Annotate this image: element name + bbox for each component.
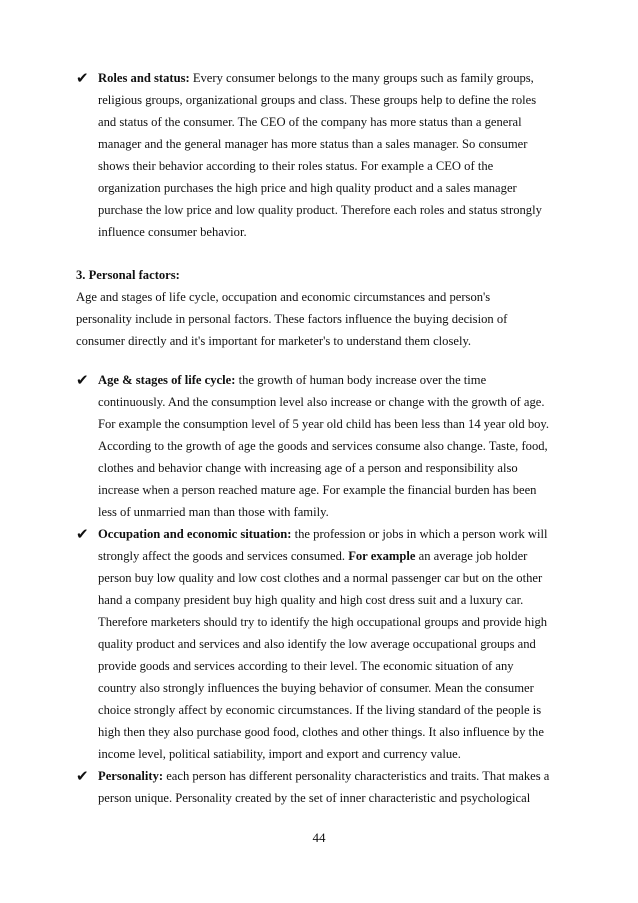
text-line: consumer directly and it's important for marketer's to understand them closely. [76, 334, 472, 348]
bullet-first-line [98, 67, 534, 89]
checkmark-icon: ✔ [76, 69, 89, 87]
text-line: quality product and services and also identify the low average occupational groups and [98, 637, 536, 651]
text-line: high then they also purchase good food, clothes and other things. It also influence by the [98, 725, 544, 739]
bullet-text: the profession or jobs in which a person work will [291, 527, 548, 541]
text-line: person unique. Personality created by the set of inner characteristic and psychological [98, 791, 531, 805]
text-line: choice strongly affect by economic circumstances. If the living standard of the people is [98, 703, 542, 717]
bullet-first-line [98, 369, 486, 391]
text-line: influence consumer behavior. [98, 225, 247, 239]
text-line: increase when a person reached mature age. For example the financial burden has been [98, 483, 537, 497]
bullet-title: Occupation and economic situation: [98, 527, 292, 541]
text-line: income level, political satiability, import and export and currency value. [98, 747, 461, 761]
text-line: religious groups, organizational groups and class. These groups help to define the roles [98, 93, 537, 107]
text-line: and status of the consumer. The CEO of the company has more status than a general [98, 115, 522, 129]
bullet-first-line [98, 765, 549, 787]
checkmark-icon: ✔ [76, 371, 89, 389]
text-line: less of unmarried man than those with family. [98, 505, 329, 519]
checkmark-icon: ✔ [76, 767, 89, 785]
text-line: personality include in personal factors. These factors influence the buying decision of [76, 312, 508, 326]
text-line: country also strongly influences the buying behavior of consumer. Mean the consumer [98, 681, 534, 695]
page-number: 44 [312, 830, 326, 845]
text-line: clothes and behavior change with increasing age of a person and responsibility also [98, 461, 518, 475]
text-line: continuously. And the consumption level also increase or change with the growth of age. [98, 395, 545, 409]
text-line: For example the consumption level of 5 year old child has been less than 14 year old boy. [98, 417, 550, 431]
inline-bold: For example [348, 549, 416, 563]
text-line: Age and stages of life cycle, occupation and economic circumstances and person's [76, 290, 491, 304]
text-line: provide goods and services according to their level. The economic situation of any [98, 659, 514, 673]
text-line: organization purchases the high price and high quality product and a sales manager [98, 181, 517, 195]
section-heading: 3. Personal factors: [76, 268, 180, 282]
text-line: Therefore marketers should try to identify the high occupational groups and provide high [98, 615, 548, 629]
bullet-text: each person has different personality characteristics and traits. That makes a [163, 769, 550, 783]
text-line [98, 545, 527, 567]
bullet-text: Every consumer belongs to the many groups such as family groups, [189, 71, 534, 85]
text-line: manager and the general manager has more status than a sales manager. So consumer [98, 137, 528, 151]
bullet-title: Roles and status: [98, 71, 190, 85]
bullet-first-line [98, 523, 548, 545]
text-line: purchase the low price and low quality product. Therefore each roles and status strongly [98, 203, 542, 217]
text-line: person buy low quality and low cost clothes and a normal passenger car but on the other [98, 571, 543, 585]
checkmark-icon: ✔ [76, 525, 89, 543]
bullet-text: the growth of human body increase over the time [235, 373, 487, 387]
text-segment: strongly affect the goods and services consumed. [98, 549, 349, 563]
text-segment: an average job holder [415, 549, 528, 563]
text-line: According to the growth of age the goods and services consume also change. Taste, food, [98, 439, 548, 453]
text-line: shows their behavior according to their roles status. For example a CEO of the [98, 159, 494, 173]
bullet-title: Age & stages of life cycle: [98, 373, 236, 387]
text-line: hand a company president buy high quality and high cost dress suit and a luxury car. [98, 593, 524, 607]
bullet-title: Personality: [98, 769, 164, 783]
